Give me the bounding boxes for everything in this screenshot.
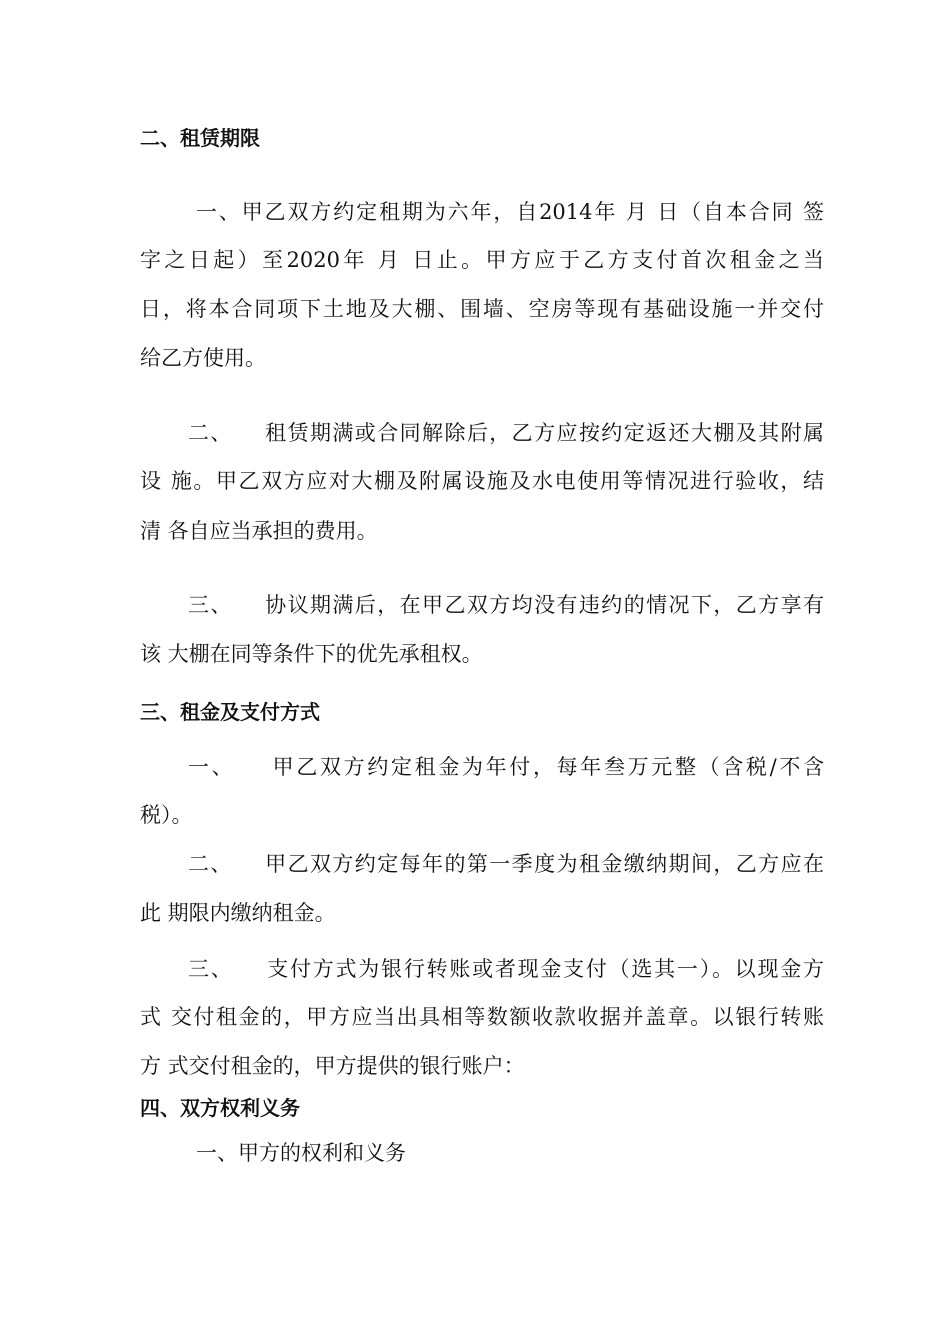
paragraph-line: 二、 甲乙双方约定每年的第一季度为租金缴纳期间，乙方应在 <box>188 852 824 876</box>
section-heading-lease-term: 二、租赁期限 <box>140 126 260 150</box>
paragraph-line: 给乙方使用。 <box>140 346 266 370</box>
paragraph-line: 一、 甲乙双方约定租金为年付，每年叁万元整（含税/不含 <box>188 755 824 779</box>
section-heading-rent-payment: 三、租金及支付方式 <box>140 700 320 724</box>
section-heading-rights-obligations: 四、双方权利义务 <box>140 1096 300 1120</box>
paragraph-line: 二、 租赁期满或合同解除后，乙方应按约定返还大棚及其附属 <box>188 421 824 445</box>
paragraph-line: 该 大棚在同等条件下的优先承租权。 <box>140 642 483 666</box>
paragraph-line: 日，将本合同项下土地及大棚、围墙、空房等现有基础设施一并交付 <box>140 297 824 321</box>
paragraph-line: 方 式交付租金的，甲方提供的银行账户： <box>140 1054 525 1078</box>
paragraph-line: 一、甲乙双方约定租期为六年，自2014年 月 日（自本合同 签 <box>196 200 824 224</box>
paragraph-line: 此 期限内缴纳租金。 <box>140 901 336 925</box>
paragraph-line: 三、 支付方式为银行转账或者现金支付（选其一）。以现金方 <box>188 957 824 981</box>
paragraph-line: 字之日起）至2020年 月 日止。甲方应于乙方支付首次租金之当 <box>140 248 824 272</box>
paragraph-line: 税）。 <box>140 803 193 827</box>
paragraph-line: 三、 协议期满后，在甲乙双方均没有违约的情况下，乙方享有 <box>188 593 824 617</box>
subsection-heading: 一、甲方的权利和义务 <box>196 1141 406 1165</box>
paragraph-line: 式 交付租金的，甲方应当出具相等数额收款收据并盖章。以银行转账 <box>140 1005 824 1029</box>
paragraph-line: 设 施。甲乙双方应对大棚及附属设施及水电使用等情况进行验收，结 <box>140 469 824 493</box>
paragraph-line: 清 各自应当承担的费用。 <box>140 519 378 543</box>
